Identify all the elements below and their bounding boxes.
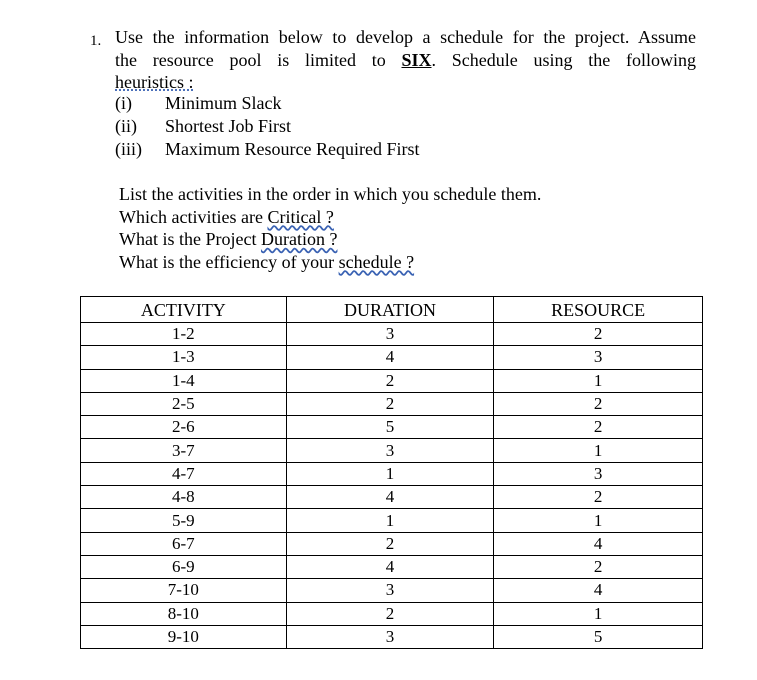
cell-duration: 2 xyxy=(286,532,494,555)
heuristic-item xyxy=(115,115,419,138)
cell-activity: 1-2 xyxy=(81,323,287,346)
heuristic-item xyxy=(115,138,419,161)
table-row xyxy=(81,532,703,555)
table-row xyxy=(81,462,703,485)
cell-activity: 6-7 xyxy=(81,532,287,555)
activity-table xyxy=(80,296,703,649)
cell-duration: 4 xyxy=(286,555,494,578)
prompt-critical-text: Which activities are xyxy=(119,206,268,227)
heuristic-label: Minimum Slack xyxy=(165,93,282,113)
prompt-order: List the activities in the order in which you schedule them. xyxy=(119,184,542,204)
table-row xyxy=(81,579,703,602)
line2-text-b: . Schedule using the following xyxy=(431,49,696,70)
cell-duration: 4 xyxy=(286,346,494,369)
prompt-efficiency xyxy=(119,251,541,274)
cell-duration: 4 xyxy=(286,486,494,509)
table-row xyxy=(81,625,703,648)
table-row xyxy=(81,439,703,462)
prompt-duration-underlined: Duration ? xyxy=(260,229,338,249)
cell-activity: 4-7 xyxy=(81,462,287,485)
prompt-duration-text: What is the Project xyxy=(119,229,261,249)
cell-resource: 3 xyxy=(494,346,703,369)
prompt-critical xyxy=(119,206,541,229)
cell-resource: 4 xyxy=(494,579,703,602)
prompt-duration xyxy=(119,228,541,251)
table-row xyxy=(81,509,703,532)
prompt-critical-underlined: Critical ? xyxy=(267,206,334,227)
cell-resource: 1 xyxy=(494,602,703,625)
cell-activity: 1-4 xyxy=(81,369,287,392)
cell-resource: 2 xyxy=(494,323,703,346)
cell-duration: 2 xyxy=(286,392,494,415)
cell-activity: 7-10 xyxy=(81,579,287,602)
question-text xyxy=(115,26,696,94)
header-duration: DURATION xyxy=(286,297,494,323)
prompt-efficiency-underlined: schedule ? xyxy=(338,251,415,272)
prompt-efficiency-text: What is the efficiency of your xyxy=(119,251,339,272)
cell-resource: 1 xyxy=(494,369,703,392)
table-row xyxy=(81,555,703,578)
cell-activity: 3-7 xyxy=(81,439,287,462)
cell-resource: 2 xyxy=(494,486,703,509)
cell-duration: 1 xyxy=(286,462,494,485)
cell-activity: 2-6 xyxy=(81,416,287,439)
cell-resource: 4 xyxy=(494,532,703,555)
line2-text-a: the resource pool is limited to xyxy=(115,49,402,70)
cell-resource: 2 xyxy=(494,555,703,578)
cell-duration: 3 xyxy=(286,579,494,602)
cell-resource: 1 xyxy=(494,439,703,462)
cell-duration: 3 xyxy=(286,323,494,346)
cell-activity: 2-5 xyxy=(81,392,287,415)
question-line-1: Use the information below to develop a schedule for the project. Assume xyxy=(115,27,696,47)
cell-resource: 2 xyxy=(494,416,703,439)
cell-activity: 4-8 xyxy=(81,486,287,509)
question-line-2 xyxy=(115,49,696,72)
question-line-3 xyxy=(115,71,696,94)
cell-resource: 3 xyxy=(494,462,703,485)
cell-duration: 1 xyxy=(286,509,494,532)
heuristic-label: Maximum Resource Required First xyxy=(165,139,420,159)
heuristic-item xyxy=(115,92,419,115)
cell-duration: 3 xyxy=(286,439,494,462)
header-activity: ACTIVITY xyxy=(81,297,287,323)
cell-activity: 1-3 xyxy=(81,346,287,369)
table-row xyxy=(81,346,703,369)
heuristics-label: heuristics : xyxy=(115,72,194,92)
heuristics-list xyxy=(115,92,419,161)
table-row xyxy=(81,602,703,625)
heuristic-label: Shortest Job First xyxy=(165,116,292,136)
table-row xyxy=(81,416,703,439)
cell-activity: 8-10 xyxy=(81,602,287,625)
table-row xyxy=(81,369,703,392)
table-row xyxy=(81,486,703,509)
cell-duration: 3 xyxy=(286,625,494,648)
cell-activity: 9-10 xyxy=(81,625,287,648)
heuristic-marker: (iii) xyxy=(115,139,142,159)
table-row xyxy=(81,323,703,346)
cell-activity: 6-9 xyxy=(81,555,287,578)
sub-questions xyxy=(119,183,541,273)
cell-resource: 2 xyxy=(494,392,703,415)
cell-duration: 2 xyxy=(286,369,494,392)
header-resource: RESOURCE xyxy=(494,297,703,323)
table-row xyxy=(81,392,703,415)
cell-resource: 5 xyxy=(494,625,703,648)
table-header-row xyxy=(81,297,703,323)
cell-duration: 5 xyxy=(286,416,494,439)
cell-activity: 5-9 xyxy=(81,509,287,532)
heuristic-marker: (ii) xyxy=(115,116,137,136)
heuristic-marker: (i) xyxy=(115,93,132,113)
question-number: 1. xyxy=(90,33,102,49)
cell-resource: 1 xyxy=(494,509,703,532)
cell-duration: 2 xyxy=(286,602,494,625)
resource-limit-emphasis: SIX xyxy=(401,49,432,70)
